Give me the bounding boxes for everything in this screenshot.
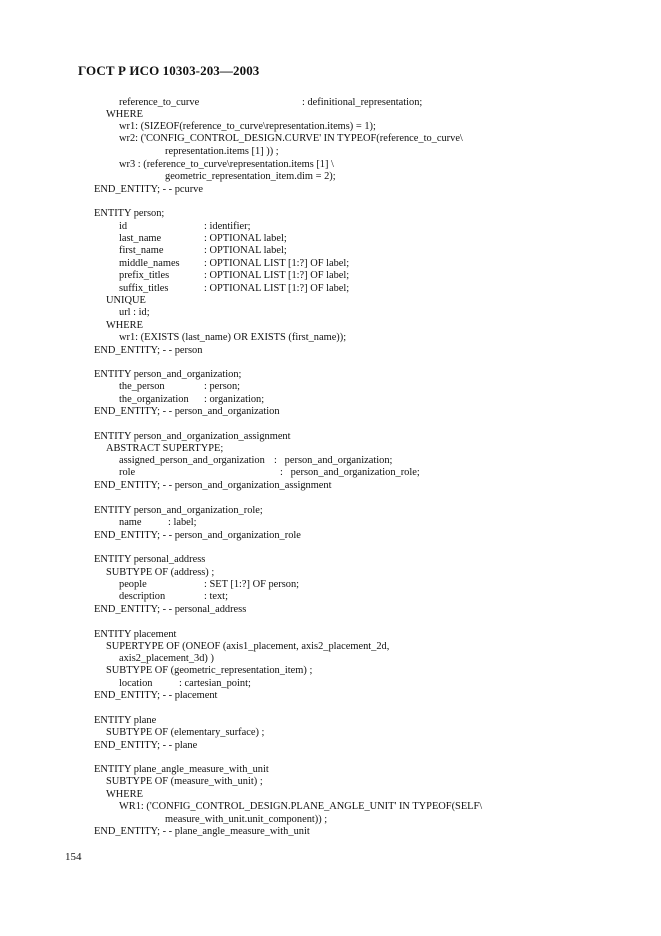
code-line: WR1: ('CONFIG_CONTROL_DESIGN.PLANE_ANGLE_UNIT' IN TYPEOF(SELF\	[119, 801, 483, 812]
code-line: END_ENTITY; - - placement	[94, 690, 218, 701]
code-line: last_name	[119, 233, 162, 244]
code-line: name	[119, 517, 142, 528]
code-line: url : id;	[119, 307, 150, 318]
code-line: middle_names	[119, 258, 180, 269]
code-line: WHERE	[106, 109, 143, 120]
code-line: geometric_representation_item.dim = 2);	[165, 171, 336, 182]
code-line: location	[119, 678, 153, 689]
code-line: SUBTYPE OF (geometric_representation_item) ;	[106, 665, 313, 676]
page-header: ГОСТ Р ИСО 10303-203—2003	[78, 63, 260, 78]
code-line: ENTITY plane_angle_measure_with_unit	[94, 764, 269, 775]
code-line: END_ENTITY; - - pcurve	[94, 184, 203, 195]
code-line: END_ENTITY; - - personal_address	[94, 604, 247, 615]
code-line: the_person	[119, 381, 165, 392]
code-line: people	[119, 579, 147, 590]
page-number: 154	[65, 851, 82, 863]
code-line: description	[119, 591, 166, 602]
code-line-type: : identifier;	[204, 221, 251, 232]
code-line: role	[119, 467, 136, 478]
code-line: wr3 : (reference_to_curve\representation.items [1] \	[119, 159, 334, 170]
code-line-type: : OPTIONAL LIST [1:?] OF label;	[204, 258, 350, 269]
code-line: SUBTYPE OF (measure_with_unit) ;	[106, 776, 263, 787]
code-line: SUBTYPE OF (elementary_surface) ;	[106, 727, 265, 738]
code-line-type: : text;	[204, 591, 228, 602]
code-line: prefix_titles	[119, 270, 170, 281]
code-line: representation.items [1] )) ;	[165, 146, 279, 157]
code-line: measure_with_unit.unit_component)) ;	[165, 814, 328, 825]
code-line: ENTITY person_and_organization;	[94, 369, 242, 380]
code-line: ENTITY placement	[94, 629, 177, 640]
code-line-type: : person_and_organization_role;	[280, 467, 420, 478]
code-line: ENTITY person;	[94, 208, 165, 219]
code-line: SUBTYPE OF (address) ;	[106, 567, 215, 578]
code-line: END_ENTITY; - - plane_angle_measure_with_unit	[94, 826, 310, 837]
code-line: id	[119, 221, 128, 232]
code-line: wr1: (EXISTS (last_name) OR EXISTS (first_name));	[119, 332, 347, 343]
code-line: ENTITY personal_address	[94, 554, 206, 565]
code-line: reference_to_curve	[119, 97, 200, 108]
code-line-type: : OPTIONAL label;	[204, 233, 287, 244]
code-line-type: : SET [1:?] OF person;	[204, 579, 300, 590]
code-line: suffix_titles	[119, 283, 169, 294]
code-line-type: : definitional_representation;	[302, 97, 423, 108]
code-line-type: : person_and_organization;	[274, 455, 393, 466]
code-line: ENTITY person_and_organization_role;	[94, 505, 263, 516]
code-line: END_ENTITY; - - person_and_organization_role	[94, 530, 301, 541]
code-line: ENTITY person_and_organization_assignment	[94, 431, 291, 442]
code-line: axis2_placement_3d) )	[119, 653, 214, 664]
code-line-type: : person;	[204, 381, 241, 392]
code-line: UNIQUE	[106, 295, 146, 306]
code-line: END_ENTITY; - - person_and_organization_assignment	[94, 480, 332, 491]
code-line: SUPERTYPE OF (ONEOF (axis1_placement, axis2_placement_2d,	[106, 641, 390, 652]
code-line-type: : organization;	[204, 394, 265, 405]
code-line: assigned_person_and_organization	[119, 455, 265, 466]
code-line: WHERE	[106, 320, 143, 331]
code-line-type: : OPTIONAL LIST [1:?] OF label;	[204, 283, 350, 294]
code-line: the_organization	[119, 394, 189, 405]
code-line-type: : label;	[168, 517, 197, 528]
code-line: WHERE	[106, 789, 143, 800]
code-line-type: : OPTIONAL label;	[204, 245, 287, 256]
code-line-type: : OPTIONAL LIST [1:?] OF label;	[204, 270, 350, 281]
code-line: ABSTRACT SUPERTYPE;	[106, 443, 224, 454]
code-line-type: : cartesian_point;	[179, 678, 251, 689]
code-line: wr2: ('CONFIG_CONTROL_DESIGN.CURVE' IN TYPEOF(reference_to_curve\	[119, 133, 463, 144]
code-line: END_ENTITY; - - person	[94, 345, 203, 356]
code-line: wr1: (SIZEOF(reference_to_curve\representation.items) = 1);	[119, 121, 376, 132]
code-line: first_name	[119, 245, 164, 256]
code-line: ENTITY plane	[94, 715, 157, 726]
code-line: END_ENTITY; - - plane	[94, 740, 198, 751]
code-line: END_ENTITY; - - person_and_organization	[94, 406, 280, 417]
